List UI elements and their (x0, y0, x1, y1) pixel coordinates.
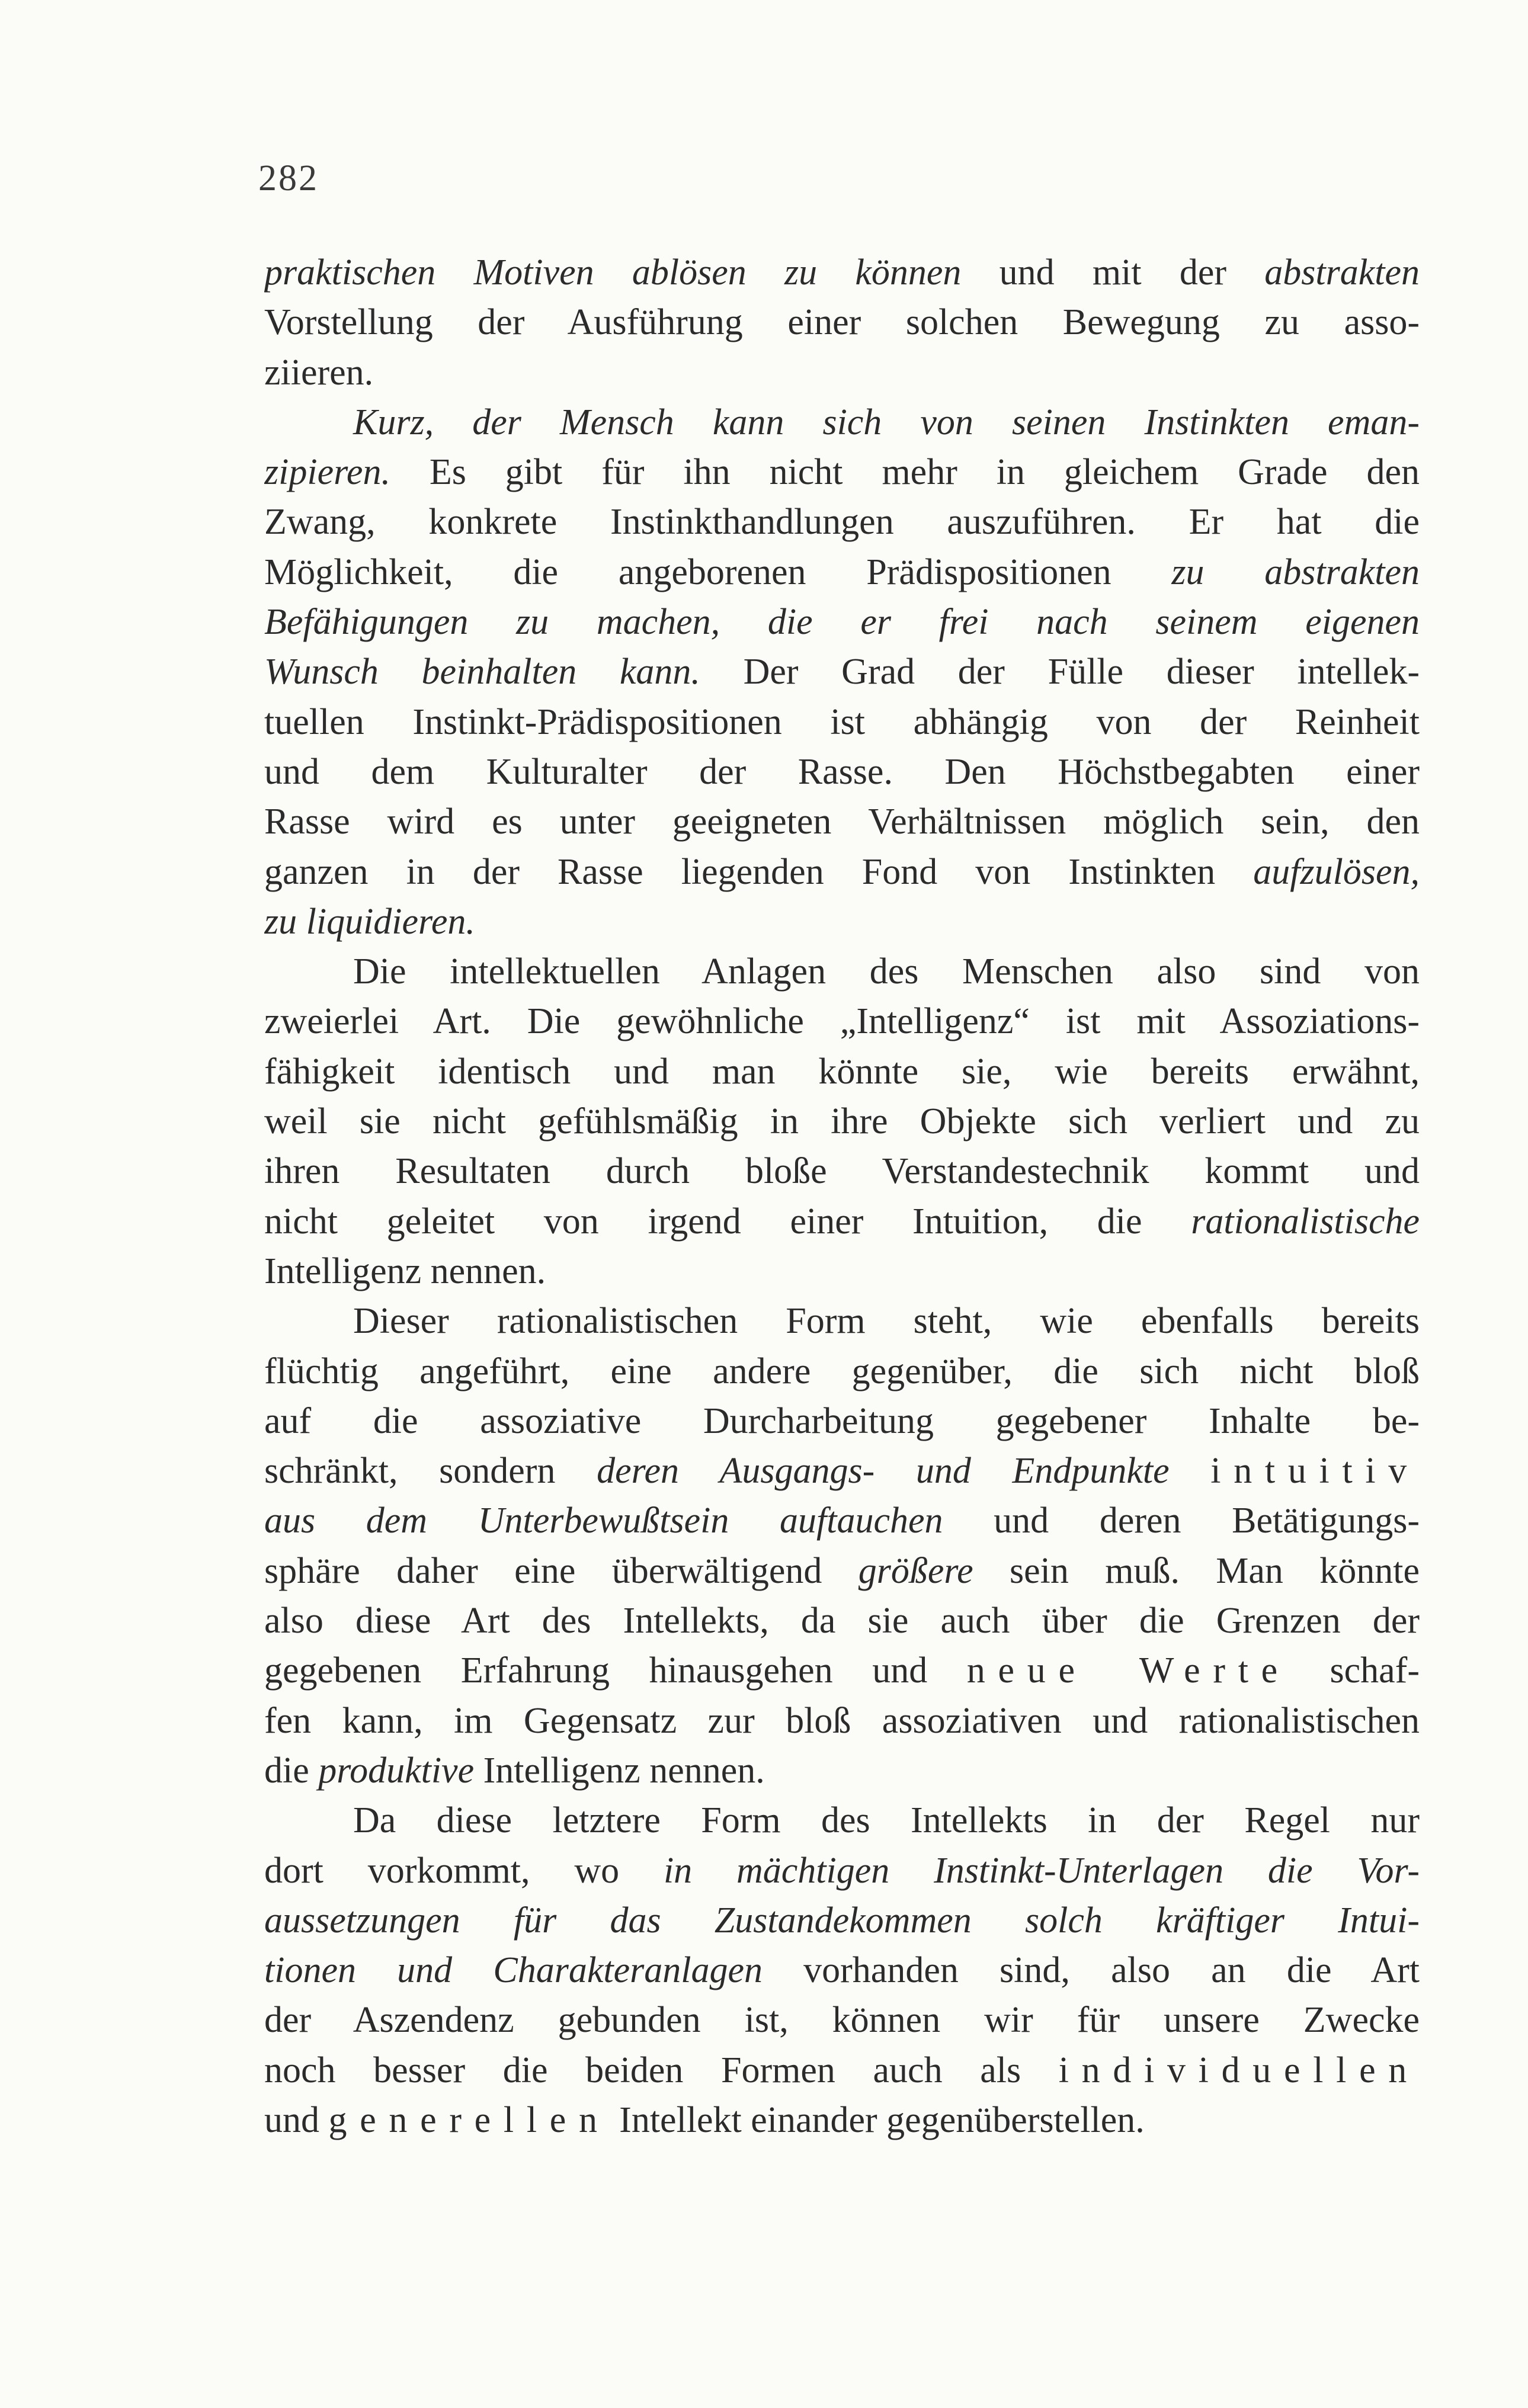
text-line (264, 2095, 1420, 2145)
text-span: auf die assoziative Durcharbeitung gegebener Inhalte be- (264, 1400, 1420, 1441)
text-span: noch besser die beiden Formen auch als (264, 2050, 1059, 2090)
text-span: nicht geleitet von irgend einer Intuition, die (264, 1201, 1191, 1242)
text-span: gegebenen Erfahrung hinausgehen und (264, 1650, 967, 1691)
text-span: weil sie nicht gefühlsmäßig in ihre Objekte sich verliert und zu (264, 1101, 1420, 1142)
text-line (264, 2045, 1420, 2095)
spaced-text: intuitiv (1210, 1451, 1420, 1492)
italic-text: aufzulösen, (1253, 851, 1420, 892)
text-span: Da diese letztere Form des Intellekts in der Regel nur (353, 1800, 1420, 1841)
italic-text: größere (858, 1550, 973, 1591)
text-line (264, 1197, 1420, 1246)
italic-text: aus dem Unterbewußtsein auftauchen (264, 1500, 943, 1541)
text-span: Zwang, konkrete Instinkthandlungen auszuführen. Er hat die (264, 502, 1420, 543)
text-line (264, 447, 1420, 497)
italic-text: zu abstrakten (1171, 552, 1420, 592)
italic-text: rationalistische (1191, 1201, 1420, 1242)
text-line (264, 947, 1420, 996)
spaced-text: neue Werte (966, 1650, 1290, 1691)
text-line (264, 1047, 1420, 1096)
text-line (264, 1596, 1420, 1646)
text-line (264, 1146, 1420, 1196)
page-number: 282 (258, 158, 319, 198)
text-line (264, 1296, 1420, 1346)
text-line (264, 1446, 1420, 1496)
text-span: Es gibt für ihn nicht mehr in gleichem Grade den (390, 452, 1420, 493)
italic-text: in mächtigen Instinkt-Unterlagen die Vor- (663, 1850, 1420, 1891)
text-line (264, 248, 1420, 297)
text-span: und (264, 2099, 329, 2140)
text-span: schränkt, sondern (264, 1451, 597, 1492)
text-line (264, 1696, 1420, 1746)
text-line (264, 1496, 1420, 1546)
text-span: und dem Kulturalter der Rasse. Den Höchstbegabten einer (264, 751, 1420, 792)
text-line (264, 1846, 1420, 1896)
italic-text: praktischen Motiven ablösen zu können (264, 252, 962, 293)
text-span: Vorstellung der Ausführung einer solchen Bewegung zu asso- (264, 302, 1420, 343)
text-line (264, 297, 1420, 347)
text-span: dort vorkommt, wo (264, 1850, 664, 1891)
text-span: Rasse wird es unter geeigneten Verhältnissen möglich sein, den (264, 801, 1420, 842)
text-span: der Aszendenz gebunden ist, können wir für unsere Zwecke (264, 2000, 1420, 2041)
text-line (264, 647, 1420, 697)
text-line (264, 1995, 1420, 2045)
text-span (1170, 1451, 1211, 1491)
text-span: und deren Betätigungs- (943, 1500, 1420, 1541)
italic-text: Kurz, der Mensch kann sich von seinen Instinkten eman- (353, 402, 1420, 443)
text-span: Die intellektuellen Anlagen des Menschen also sind von (353, 951, 1420, 992)
text-span: und mit der (961, 252, 1265, 293)
italic-text: produktive (318, 1750, 475, 1791)
text-span: Intelligenz nennen. (264, 1251, 546, 1291)
text-line (264, 847, 1420, 897)
italic-text: Befähigungen zu machen, die er frei nach seinem eigenen (264, 602, 1420, 643)
text-line (264, 797, 1420, 847)
text-line (264, 697, 1420, 747)
text-line (264, 1346, 1420, 1396)
text-line (264, 897, 1420, 947)
text-line (264, 1746, 1420, 1795)
italic-text: zipieren. (264, 452, 390, 493)
italic-text: tionen und Charakteranlagen (264, 1950, 763, 1991)
text-line (264, 397, 1420, 447)
text-span: Möglichkeit, die angeborenen Prädispositionen (264, 552, 1172, 592)
text-span: fähigkeit identisch und man könnte sie, wie bereits erwähnt, (264, 1051, 1420, 1092)
italic-text: abstrakten (1264, 252, 1420, 293)
text-span: Intellekt einander gegenüberstellen. (610, 2099, 1145, 2140)
text-span: Intelligenz nennen. (474, 1750, 765, 1791)
text-line (264, 1096, 1420, 1146)
text-span: Dieser rationalistischen Form steht, wie ebenfalls bereits (353, 1301, 1420, 1342)
text-line (264, 1795, 1420, 1845)
italic-text: deren Ausgangs- und Endpunkte (597, 1451, 1170, 1492)
italic-text: Wunsch beinhalten kann. (264, 652, 700, 692)
text-span: die (264, 1750, 319, 1791)
italic-text: zu liquidieren. (264, 901, 475, 942)
text-span: ziieren. (264, 352, 374, 393)
text-span: also diese Art des Intellekts, da sie auch über die Grenzen der (264, 1601, 1420, 1641)
text-line (264, 597, 1420, 647)
text-line (264, 348, 1420, 397)
text-span: sphäre daher eine überwältigend (264, 1550, 859, 1591)
text-span: zweierlei Art. Die gewöhnliche „Intelligenz“ ist mit Assoziations- (264, 1001, 1420, 1042)
text-span: Der Grad der Fülle dieser intellek- (700, 652, 1420, 692)
text-span: vorhanden sind, also an die Art (762, 1950, 1420, 1991)
text-span: sein muß. Man könnte (973, 1550, 1420, 1591)
text-span: schaf- (1290, 1650, 1420, 1691)
body-text (264, 248, 1420, 2145)
text-line (264, 1396, 1420, 1446)
text-span: tuellen Instinkt-Prädispositionen ist abhängig von der Reinheit (264, 701, 1420, 742)
spaced-text: individuellen (1058, 2050, 1420, 2090)
spaced-text: generellen (328, 2099, 610, 2140)
text-line (264, 547, 1420, 597)
text-line (264, 1896, 1420, 1945)
italic-text: aussetzungen für das Zustandekommen solch kräftiger Intui- (264, 1900, 1420, 1941)
text-span: fen kann, im Gegensatz zur bloß assoziativen und rationalistischen (264, 1700, 1420, 1741)
text-line (264, 996, 1420, 1046)
text-line (264, 1246, 1420, 1296)
text-span: flüchtig angeführt, eine andere gegenüber, die sich nicht bloß (264, 1351, 1420, 1391)
text-line (264, 1945, 1420, 1995)
text-line (264, 1646, 1420, 1695)
text-span: ganzen in der Rasse liegenden Fond von Instinkten (264, 851, 1254, 892)
text-span: ihren Resultaten durch bloße Verstandestechnik kommt und (264, 1151, 1420, 1192)
text-line (264, 497, 1420, 547)
text-line (264, 747, 1420, 797)
text-line (264, 1546, 1420, 1596)
